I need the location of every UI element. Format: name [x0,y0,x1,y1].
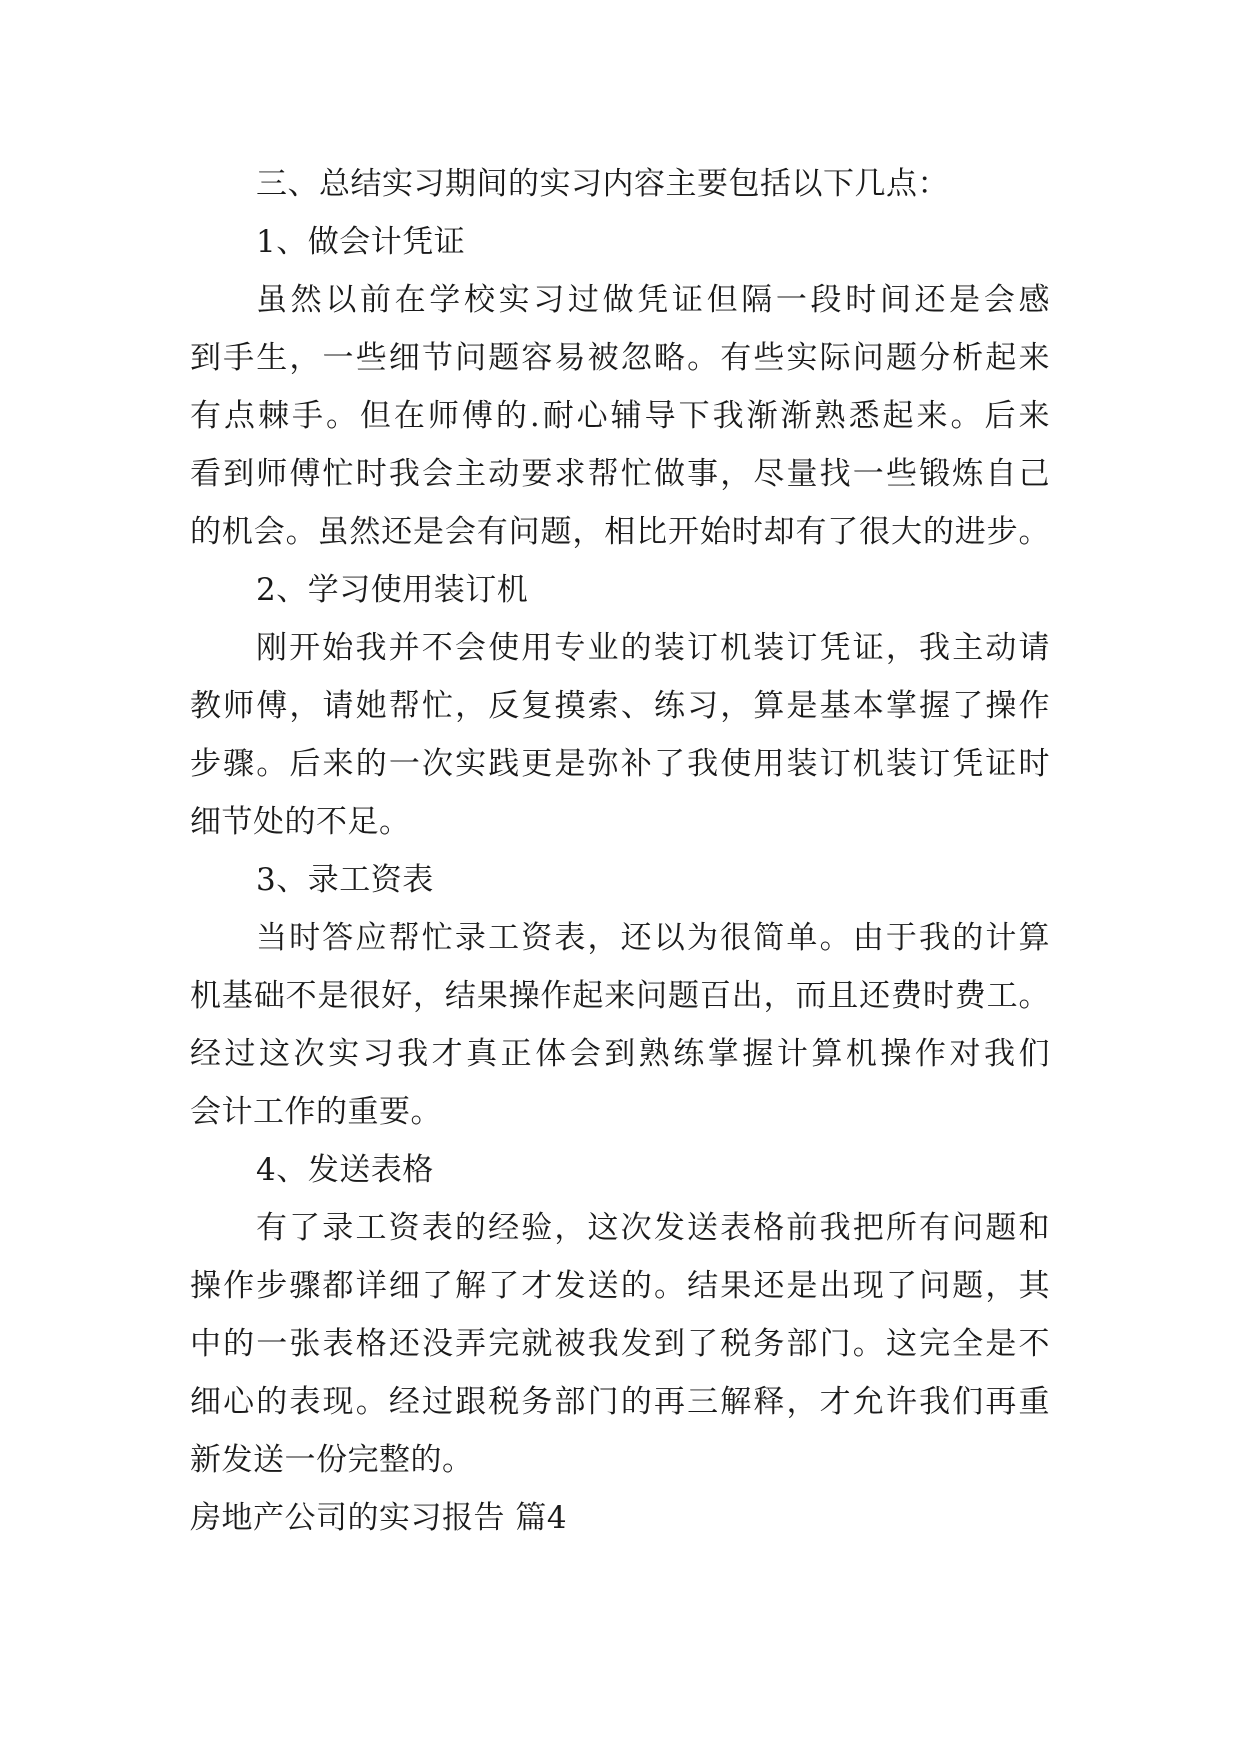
paragraph-line: 虽然以前在学校实习过做凭证但隔一段时间还是会感 [256,282,1050,318]
paragraph-line: 教师傅，请她帮忙，反复摸索、练习，算是基本掌握了操作 [190,688,1050,724]
paragraph-line: 操作步骤都详细了解了才发送的。结果还是出现了问题，其 [190,1268,1050,1304]
paragraph-line: 新发送一份完整的。 [190,1442,474,1478]
item-heading-1: 1、做会计凭证 [256,224,466,260]
item-heading-2: 2、学习使用装订机 [256,572,529,608]
section-heading: 三、总结实习期间的实习内容主要包括以下几点： [256,166,949,202]
paragraph-line: 刚开始我并不会使用专业的装订机装订凭证，我主动请 [256,630,1050,666]
paragraph-line: 到手生，一些细节问题容易被忽略。有些实际问题分析起来 [190,340,1050,376]
paragraph-line: 细节处的不足。 [190,804,411,840]
paragraph-line: 的机会。虽然还是会有问题，相比开始时却有了很大的进步。 [190,514,1050,550]
paragraph-line: 当时答应帮忙录工资表，还以为很简单。由于我的计算 [256,920,1050,956]
paragraph-line: 机基础不是很好，结果操作起来问题百出，而且还费时费工。 [190,978,1050,1014]
item-heading-3: 3、录工资表 [256,862,434,898]
article-title: 房地产公司的实习报告 篇4 [190,1500,568,1536]
paragraph-line: 经过这次实习我才真正体会到熟练掌握计算机操作对我们 [190,1036,1050,1072]
item-heading-4: 4、发送表格 [256,1152,434,1188]
paragraph-line: 有了录工资表的经验，这次发送表格前我把所有问题和 [256,1210,1050,1246]
paragraph-line: 会计工作的重要。 [190,1094,442,1130]
paragraph-line: 看到师傅忙时我会主动要求帮忙做事，尽量找一些锻炼自己 [190,456,1050,492]
paragraph-line: 步骤。后来的一次实践更是弥补了我使用装订机装订凭证时 [190,746,1050,782]
paragraph-line: 有点棘手。但在师傅的.耐心辅导下我渐渐熟悉起来。后来 [190,398,1050,434]
document-body [190,155,1050,1547]
paragraph-line: 中的一张表格还没弄完就被我发到了税务部门。这完全是不 [190,1326,1050,1362]
paragraph-line: 细心的表现。经过跟税务部门的再三解释，才允许我们再重 [190,1384,1050,1420]
